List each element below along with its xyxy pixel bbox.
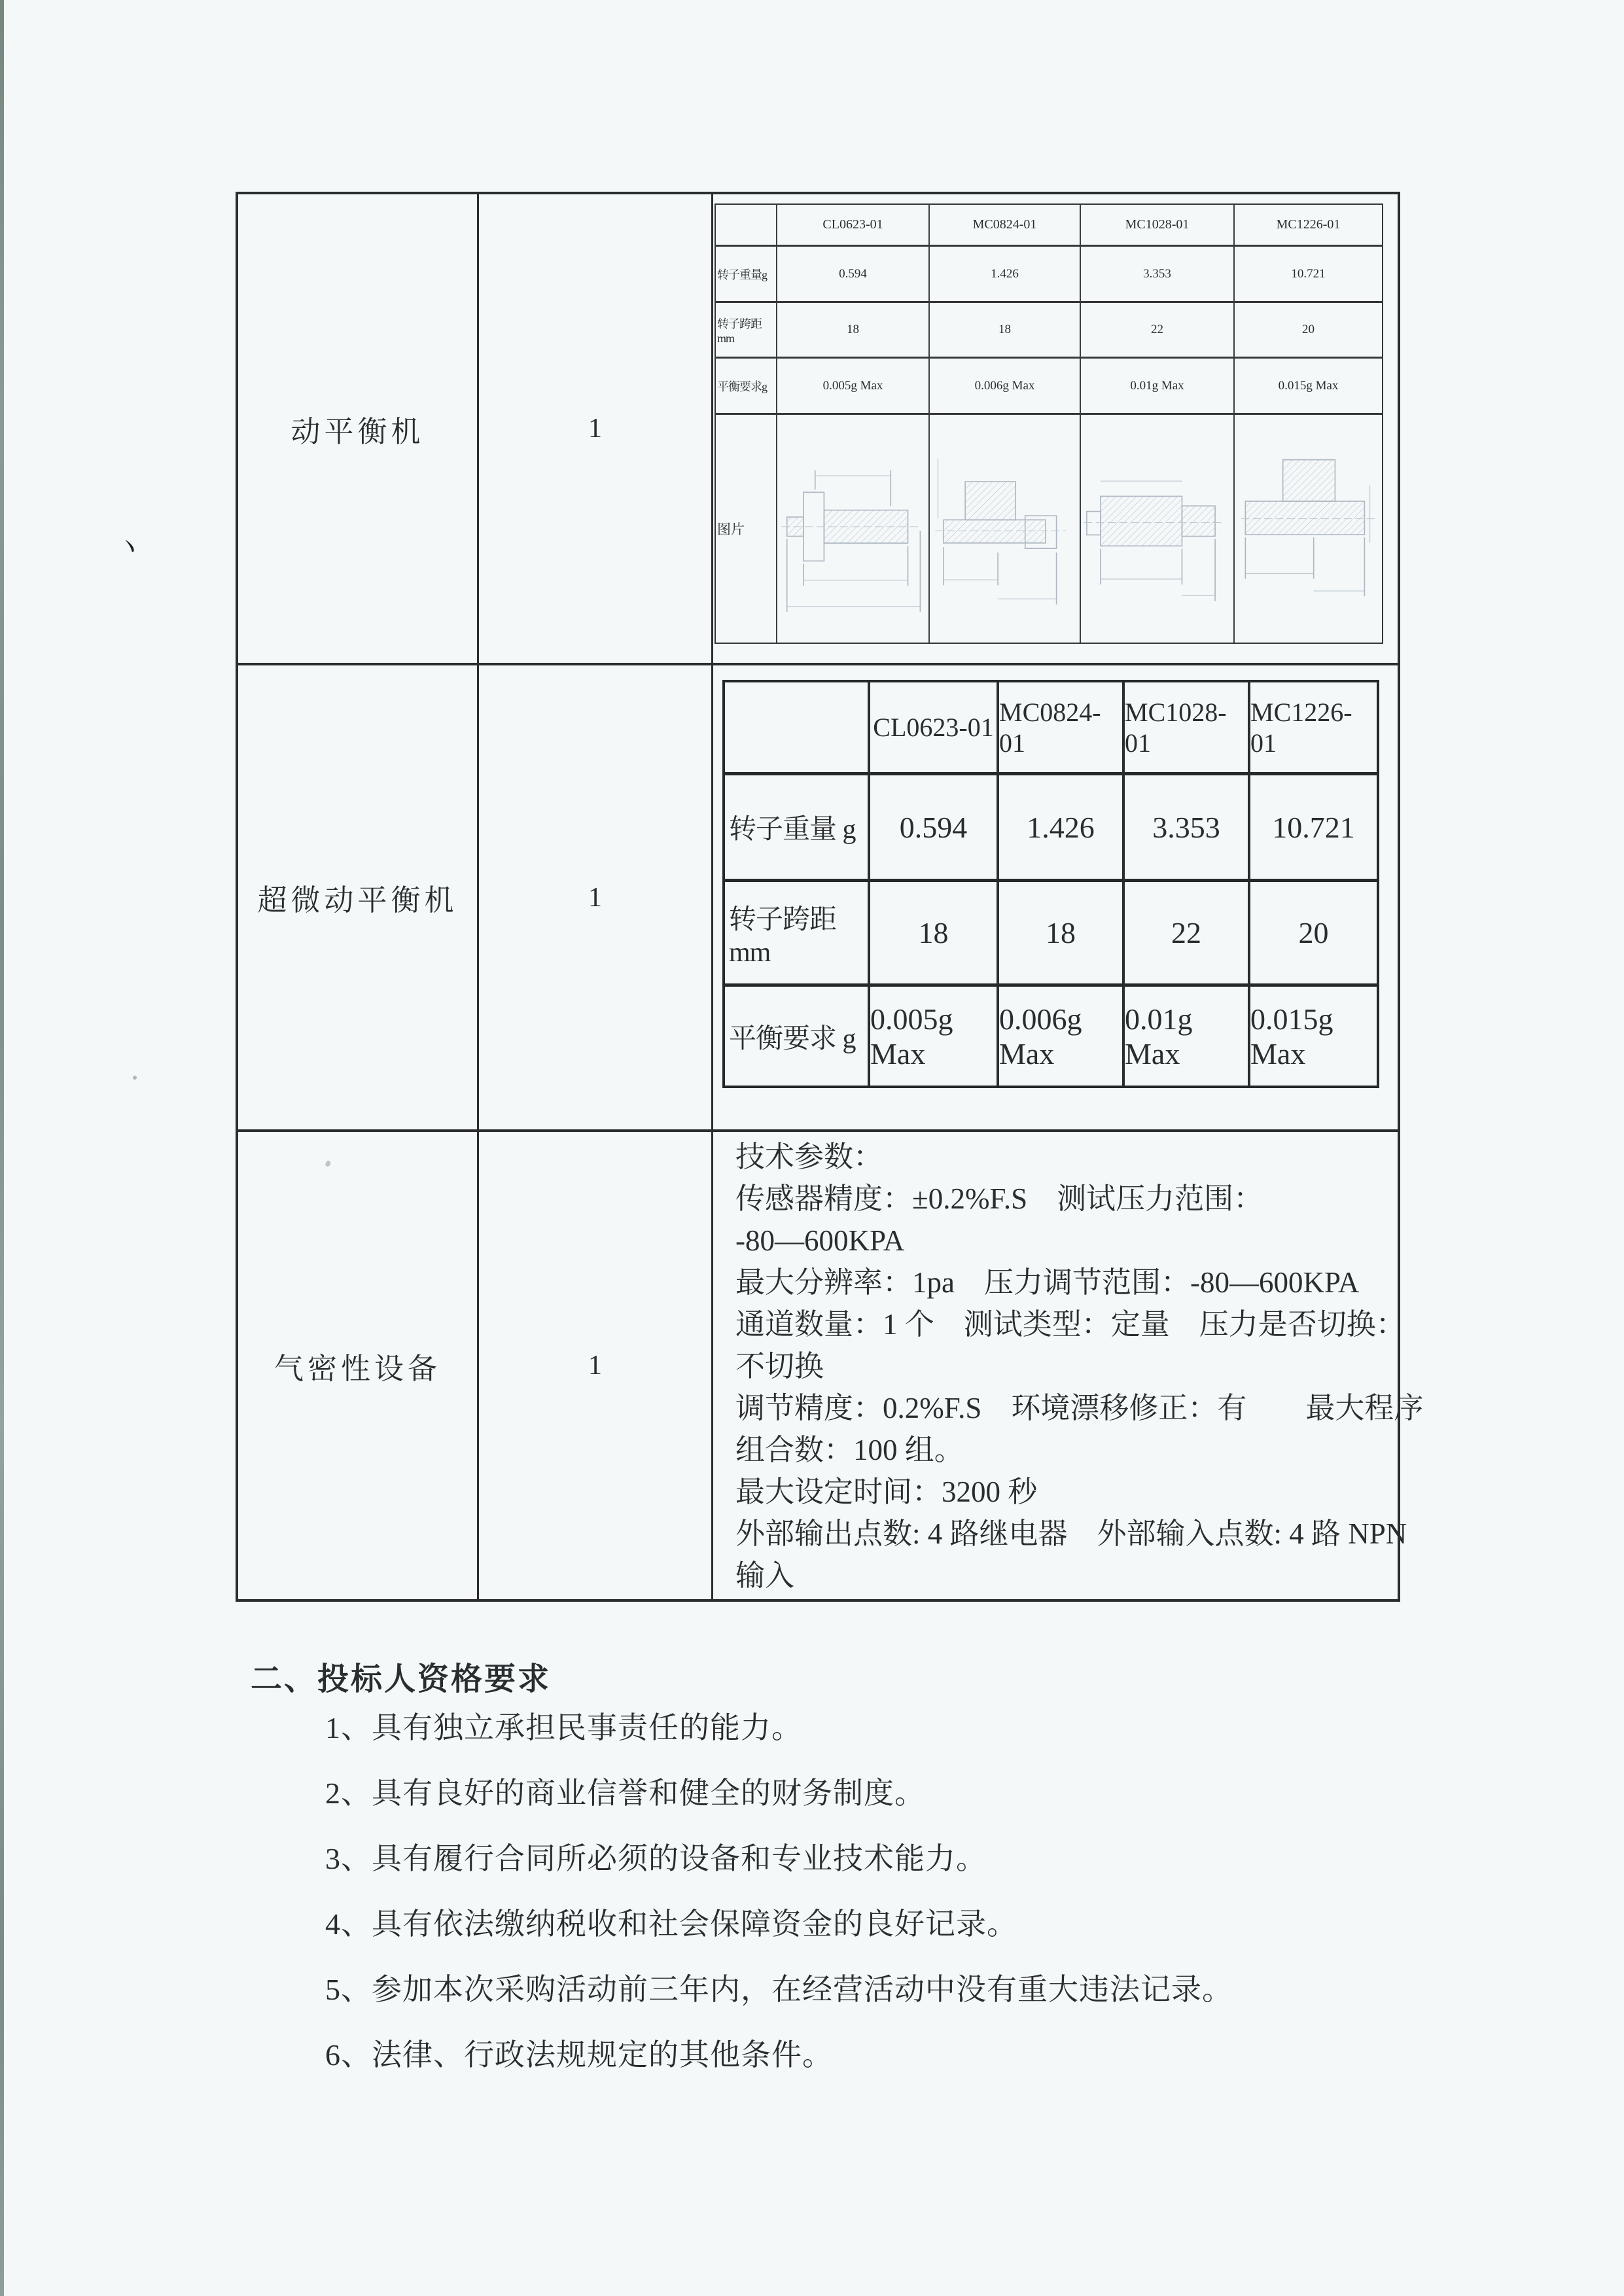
- spec-row-label: 转子跨距mm: [716, 303, 777, 359]
- tech-line: 最大设定时间：3200 秒: [735, 1475, 1038, 1508]
- spec-row-label: 转子重量g: [716, 247, 777, 303]
- spec-value: 0.01g Max: [1081, 359, 1235, 415]
- scan-speck: [133, 1076, 137, 1080]
- equipment-qty: 1: [479, 194, 713, 665]
- rotor-drawing-mc1226: [1235, 415, 1382, 643]
- tech-line: 通道数量：1 个 测试类型：定量 压力是否切换：: [735, 1308, 1405, 1341]
- equipment-qty: 1: [479, 1132, 713, 1599]
- spec-row-label: 平衡要求g: [716, 359, 777, 415]
- spec-value: 18: [870, 882, 999, 987]
- qualification-item: 5、参加本次采购活动前三年内，在经营活动中没有重大违法记录。: [325, 1973, 1233, 2006]
- spec-col-header: MC1028-01: [1081, 205, 1235, 247]
- spec-value: 0.594: [870, 775, 999, 882]
- spec-value: 22: [1081, 303, 1235, 359]
- spec-subtable-small: [715, 203, 1383, 644]
- spec-cell-airtightness: [713, 1132, 1424, 1599]
- spec-cell-micro-balancer: [713, 665, 1398, 1132]
- spec-value: 3.353: [1081, 247, 1235, 303]
- tech-line: 最大分辨率：1pa 压力调节范围：-80—600KPA: [735, 1266, 1360, 1299]
- spec-row-label: 转子重量 g: [725, 775, 870, 882]
- spec-value: 1.426: [930, 247, 1081, 303]
- spec-value: 10.721: [1250, 775, 1377, 882]
- spec-value: 18: [999, 882, 1125, 987]
- scan-edge-strip: [0, 0, 4, 2296]
- spec-corner-cell: [725, 682, 870, 775]
- equipment-spec-table: [236, 192, 1424, 1602]
- spec-value: 22: [1125, 882, 1250, 987]
- spec-value: 0.005g Max: [777, 359, 930, 415]
- spec-value: 0.015g Max: [1250, 1002, 1333, 1070]
- spec-value: 18: [930, 303, 1081, 359]
- tech-line: 输入: [735, 1559, 795, 1592]
- spec-value: 0.015g Max: [1235, 359, 1382, 415]
- qualification-item: 2、具有良好的商业信誉和健全的财务制度。: [325, 1776, 925, 1810]
- spec-value: 0.594: [777, 247, 930, 303]
- spec-value: 3.353: [1125, 775, 1250, 882]
- qualification-item: 6、法律、行政法规规定的其他条件。: [325, 2038, 833, 2072]
- spec-value: 20: [1250, 882, 1377, 987]
- spec-col-header: MC1028-01: [1125, 682, 1250, 775]
- qualification-item: 1、具有独立承担民事责任的能力。: [325, 1711, 802, 1744]
- tech-line: 传感器精度：±0.2%F.S 测试压力范围：: [735, 1182, 1263, 1215]
- spec-col-header: CL0623-01: [777, 205, 930, 247]
- spec-cell-dynamic-balancer: [713, 194, 1398, 665]
- technical-parameters: [713, 1132, 1424, 1597]
- qualification-item: 4、具有依法缴纳税收和社会保障资金的良好记录。: [325, 1907, 1017, 1941]
- equipment-name-airtightness: 气密性设备: [238, 1132, 479, 1599]
- tech-line: 外部输出点数: 4 路继电器 外部输入点数: 4 路 NPN: [735, 1517, 1407, 1550]
- tech-line: 不切换: [735, 1350, 824, 1383]
- tech-line: 技术参数：: [735, 1140, 883, 1173]
- spec-value: 1.426: [999, 775, 1125, 882]
- image-row-label: 图片: [716, 415, 777, 643]
- rotor-drawing-cl0623: [777, 415, 930, 643]
- spec-corner-cell: [716, 205, 777, 247]
- spec-col-header: MC1226-01: [1235, 205, 1382, 247]
- spec-value: 0.006g Max: [999, 987, 1125, 1086]
- rotor-drawing-mc0824: [930, 415, 1081, 643]
- spec-value: 10.721: [1235, 247, 1382, 303]
- qualification-list: [325, 1693, 1568, 2085]
- equipment-name-dynamic-balancer: 动平衡机: [238, 194, 479, 665]
- section-heading-bidder-qualification: 二、投标人资格要求: [251, 1662, 552, 1697]
- rotor-drawing-mc1028: [1081, 415, 1235, 643]
- tech-line: 组合数：100 组。: [735, 1434, 964, 1466]
- spec-row-label: 平衡要求 g: [725, 987, 870, 1086]
- spec-value: 0.005g Max: [870, 987, 999, 1086]
- spec-col-header: CL0623-01: [870, 682, 999, 775]
- spec-col-header: MC0824-01: [930, 205, 1081, 247]
- spec-value: 20: [1235, 303, 1382, 359]
- spec-row-label: 转子跨距mm: [725, 882, 870, 987]
- tech-line: 调节精度：0.2%F.S 环境漂移修正：有 最大程序: [735, 1392, 1424, 1424]
- ink-mark: 丶: [113, 531, 145, 567]
- spec-subtable-large: [722, 680, 1379, 1088]
- equipment-name-micro-balancer: 超微动平衡机: [238, 665, 479, 1132]
- spec-col-header: MC1226-01: [1250, 682, 1377, 775]
- spec-value: 0.01g Max: [1125, 987, 1250, 1086]
- spec-value: 0.006g Max: [930, 359, 1081, 415]
- spec-value: 18: [777, 303, 930, 359]
- equipment-qty: 1: [479, 665, 713, 1132]
- spec-col-header: MC0824-01: [999, 682, 1125, 775]
- tech-line: -80—600KPA: [735, 1224, 905, 1257]
- qualification-item: 3、具有履行合同所必须的设备和专业技术能力。: [325, 1842, 987, 1875]
